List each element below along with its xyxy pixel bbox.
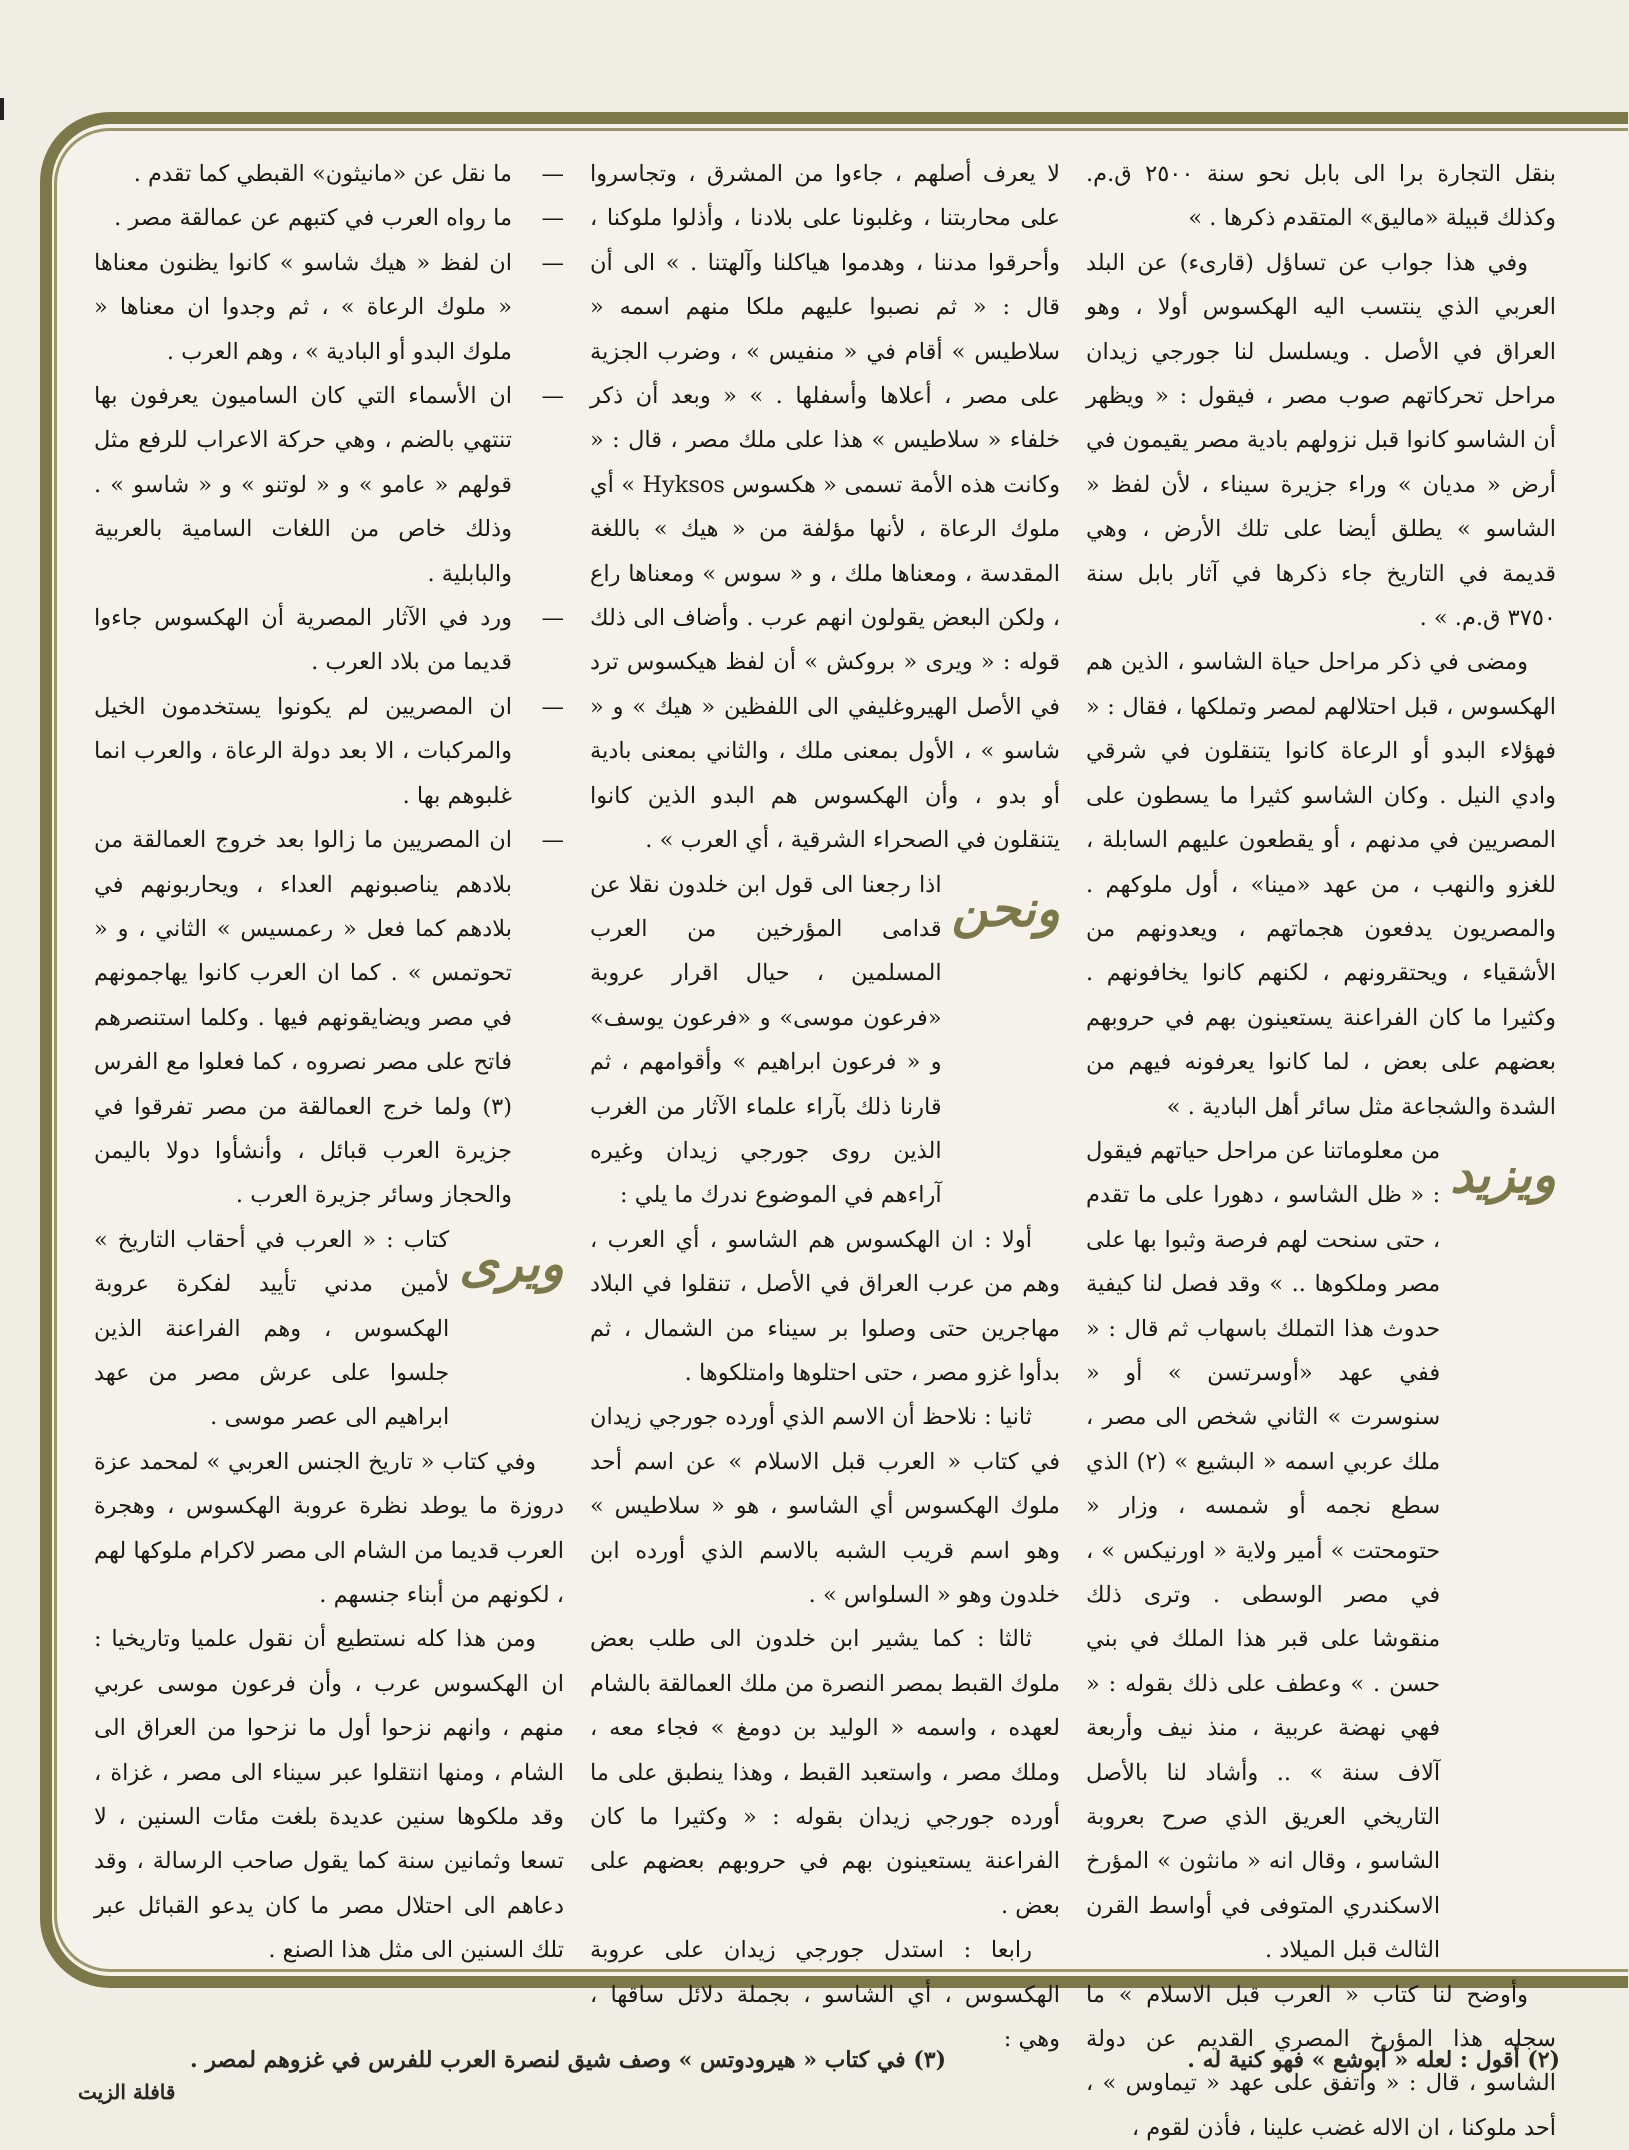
magazine-name: قافلة الزيت [78,2080,176,2104]
paragraph: من معلوماتنا عن مراحل حياتهم فيقول : « ظل الشاسو ، دهورا على ما تقدم ، حتى سنحت لهم فرصة وثبوا بها على مصر وملكوها .. » وقد فصل لنا كيفية حدوث هذا التملك باسهاب ثم قال : « ففي عهد «أوسرتسن » أو « سنوسرت » الثاني شخص الى مصر ، ملك عربي اسمه « البشيع » (٢) الذي سطع نجمه أو شمسه ، وزار « حتومحتت » أمير ولاية « اورنيكس » ، في مصر الوسطى . وترى ذلك منقوشا على قبر هذا الملك في بني حسن . » وعطف على ذلك بقوله : « فهي نهضة عربية ، منذ نيف وأربعة آلاف سنة » .. وأشاد لنا بالأصل التاريخي العريق الذي صرح بعروبة الشاسو ، وقال انه « مانثون » المؤرخ الاسكندري المتوفى في أواسط القرن الثالث قبل الميلاد . [1086,1137,1441,1964]
paragraph: وفي كتاب « تاريخ الجنس العربي » لمحمد عزة دروزة ما يوطد نظرة عروبة الهكسوس ، وهجرة العرب قديما من الشام الى مصر لاكرام ملوكها لهم ، لكونهم من أبناء جنسهم . [94,1448,564,1608]
calligraphy-word: ويزيد [1450,1144,1556,1204]
paragraph: وفي هذا جواب عن تساؤل (قارىء) عن البلد العربي الذي ينتسب اليه الهكسوس أولا ، وهو العراق في الأصل . ويسلسل لنا جورجي زيدان مراحل تحركاتهم صوب مصر ، فيقول : « ويظهر أن الشاسو كانوا قبل نزولهم بادية مصر يقيمون في أرض « مديان » وراء جزيرة سيناء ، لأن لفظ « الشاسو » يطلق أيضا على تلك الأرض ، وهي قديمة في التاريخ جاء ذكرها في آثار بابل سنة ٣٧٥٠ ق.م. » . [1086,249,1556,632]
paragraph: ومضى في ذكر مراحل حياة الشاسو ، الذين هم الهكسوس ، قبل احتلالهم لمصر وتملكها ، فقال : « فهؤلاء البدو أو الرعاة كانوا يتنقلون في شرقي وادي النيل . وكان الشاسو كثيرا ما يسطون على المصريين في مدنهم ، أو يقطعون عليهم السابلة ، للغزو والنهب ، من عهد «مينا» ، أول ملوكهم . والمصريون يدفعون هجماتهم ، ويعدونهم من الأشقياء ، ويحتقرونهم ، لكنهم كانوا يخافونهم . وكثيرا ما كان الفراعنة يستعينون بهم في حروبهم بعضهم على بعض ، لما كانوا يعرفونه فيهم من الشدة والشجاعة مثل سائر أهل البادية . » [1086,649,1556,1120]
paragraph: بنقل التجارة برا الى بابل نحو سنة ٢٥٠٠ ق.م. وكذلك قبيلة «ماليق» المتقدم ذكرها . » [1086,161,1556,232]
footnotes [190,2040,1560,2080]
calligraphy-paragraph [1086,1129,1556,1973]
paragraph: رابعا : استدل جورجي زيدان على عروبة الهكسوس ، أي الشاسو ، بجملة دلائل ساقها ، وهي : [590,1937,1060,2053]
calligraphy-paragraph [590,863,1060,1218]
paragraph: ثانيا : نلاحظ أن الاسم الذي أورده جورجي زيدان في كتاب « العرب قبل الاسلام » عن اسم أحد ملوك الهكسوس أي الشاسو ، هو « سلاطيس » وهو اسم قريب الشبه بالاسم الذي أورده ابن خلدون وهو « السلواس » . [590,1404,1060,1608]
calligraphy-paragraph [94,1218,564,1440]
column-middle [590,152,1060,2053]
paragraph: ومن هذا كله نستطيع أن نقول علميا وتاريخيا : ان الهكسوس عرب ، وأن فرعون موسى عربي منهم ، وانهم نزحوا أول ما نزحوا من العراق الى الشام ، ومنها انتقلوا عبر سيناء الى مصر ، غزاة ، وقد ملكوها سنين عديدة بلغت مئات السنين ، لا تسعا وثمانين سنة كما يقول صاحب الرسالة ، وقد دعاهم الى احتلال مصر ما كان يدعو القبائل عبر تلك السنين الى مثل هذا الصنع . [94,1626,564,1964]
list-item: — ان المصريين ما زالوا بعد خروج العمالقة من بلادهم يناصبونهم العداء ، ويحاربونهم في بلادهم كما فعل « رعمسيس » الثاني ، و « تحوتمس » . كما ان العرب كانوا يهاجمونهم في مصر ويضايقونهم فيها . وكلما استنصرهم فاتح على مصر نصروه ، كما فعلوا مع الفرس (٣) ولما خرج العمالقة من مصر تفرقوا في جزيرة العرب قبائل ، وأنشأوا دولا باليمن والحجاز وسائر جزيرة العرب . [94,818,564,1218]
paragraph: أولا : ان الهكسوس هم الشاسو ، أي العرب ، وهم من عرب العراق في الأصل ، تنقلوا في البلاد مهاجرين حتى وصلوا بر سيناء من الشمال ، ثم بدأوا غزو مصر ، حتى احتلوها وامتلكوها . [590,1226,1060,1386]
list-item: — ان المصريين لم يكونوا يستخدمون الخيل والمركبات ، الا بعد دولة الرعاة ، والعرب انما غلبوهم بها . [94,685,564,818]
paragraph: اذا رجعنا الى قول ابن خلدون نقلا عن قدامى المؤرخين من العرب المسلمين ، حيال اقرار عروبة «فرعون موسى» و «فرعون يوسف» و « فرعون ابراهيم » وأقوامهم ، ثم قارنا ذلك بآراء علماء الآثار من الغرب الذين روى جورجي زيدان وغيره آراءهم في الموضوع ندرك ما يلي : [590,871,942,1209]
paragraph: لا يعرف أصلهم ، جاءوا من المشرق ، وتجاسروا على محاربتنا ، وغلبونا على بلادنا ، وأذلوا ملوكنا ، وأحرقوا مدننا ، وهدموا هياكلنا وآلهتنا . » الى أن قال : « ثم نصبوا عليهم ملكا منهم اسمه « سلاطيس » أقام في « منفيس » ، وضرب الجزية على مصر ، أعلاها وأسفلها . » « وبعد أن ذكر خلفاء « سلاطيس » هذا على ملك مصر ، قال : « وكانت هذه الأمة تسمى « هكسوس Hyksos » أي ملوك الرعاة ، لأنها مؤلفة من « هيك » باللغة المقدسة ، ومعناها ملك ، و « سوس » ومعناها راع ، ولكن البعض يقولون انهم عرب . وأضاف الى ذلك قوله : « ويرى « بروكش » أن لفظ هيكسوس ترد في الأصل الهيروغليفي الى اللفظين « هيك » و « شاسو » ، الأول بمعنى ملك ، والثاني بمعنى بادية أو بدو ، وأن الهكسوس هم البدو الذين كانوا يتنقلون في الصحراء الشرقية ، أي العرب » . [590,161,1060,854]
paragraph: كتاب : « العرب في أحقاب التاريخ » لأمين مدني تأييد لفكرة عروبة الهكسوس ، وهم الفراعنة الذين جلسوا على عرش مصر من عهد ابراهيم الى عصر موسى . [94,1226,450,1431]
list-item: — ان الأسماء التي كان الساميون يعرفون بها تنتهي بالضم ، وهي حركة الاعراب للرفع مثل قولهم « عامو » و « لوتنو » و « شاسو » . وذلك خاص من اللغات السامية بالعربية والبابلية . [94,374,564,596]
list-item: — ورد في الآثار المصرية أن الهكسوس جاءوا قديما من بلاد العرب . [94,596,564,685]
column-left [94,152,564,1964]
footnote-3: (٣) في كتاب « هيرودوتس » وصف شيق لنصرة العرب للفرس في غزوهم لمصر . [190,2047,946,2073]
list-item: — ما رواه العرب في كتبهم عن عمالقة مصر . [94,196,564,240]
calligraphy-word: ويرى [459,1233,564,1293]
paragraph: ثالثا : كما يشير ابن خلدون الى طلب بعض ملوك القبط بمصر النصرة من ملك العمالقة بالشام لعهده ، واسمه « الوليد بن دومغ » فجاء معه ، وملك مصر ، واستعبد القبط ، وهذا ينطبق على ما أورده جورجي زيدان بقوله : « وكثيرا ما كان الفراعنة يستعينون بهم في حروبهم بعضهم على بعض . [590,1626,1060,1919]
edge-mark [0,98,4,120]
paragraph: وأوضح لنا كتاب « العرب قبل الاسلام » ما سجله هذا المؤرخ المصري القديم عن دولة الشاسو ، قال : « واتفق على عهد « تيماوس » ، أحد ملوكنا ، ان الاله غضب علينا ، فأذن لقوم ، [1086,1981,1556,2141]
list-item: — ان لفظ « هيك شاسو » كانوا يظنون معناها « ملوك الرعاة » ، ثم وجدوا ان معناها « ملوك البدو أو البادية » ، وهم العرب . [94,241,564,374]
list-item: — ما نقل عن «مانيثون» القبطي كما تقدم . [94,152,564,196]
calligraphy-word: ونحن [951,878,1060,938]
footnote-2: (٢) أقول : لعله « أبوشع » فهو كنية له . [1187,2047,1560,2073]
